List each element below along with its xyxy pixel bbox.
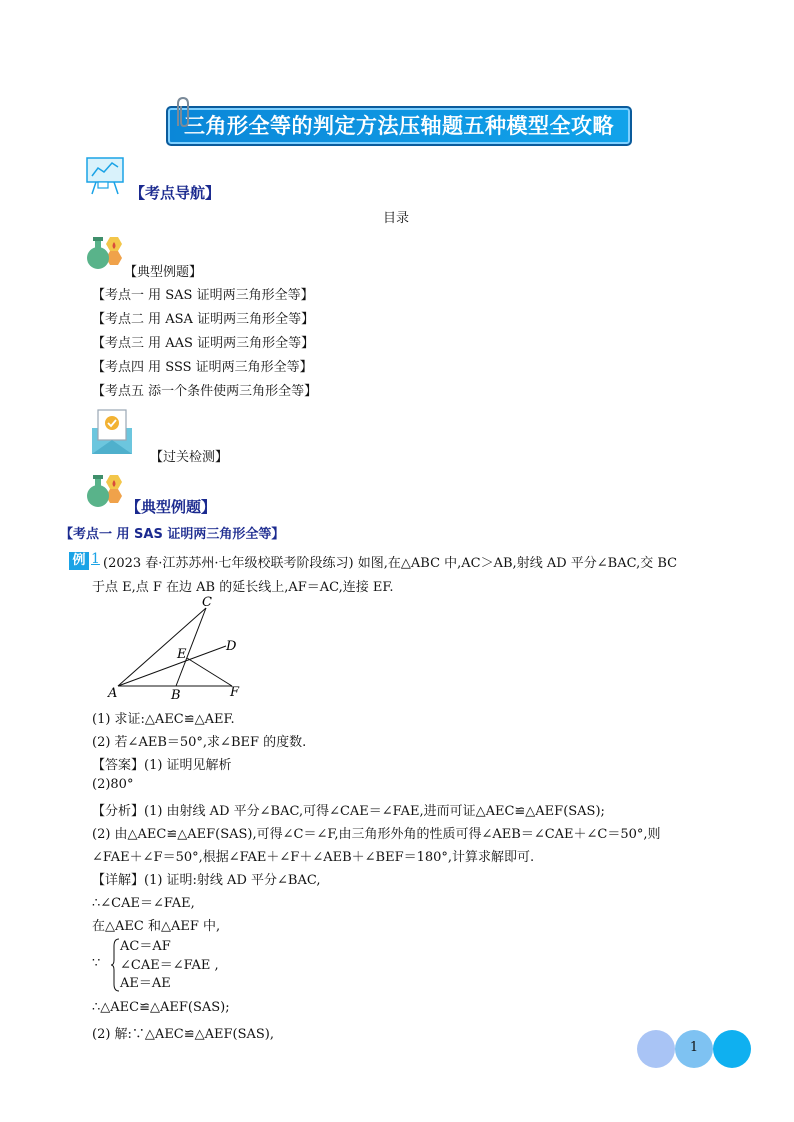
example-line2: 于点 E,点 F 在边 AB 的延长线上,AF＝AC,连接 EF. bbox=[92, 580, 394, 595]
question-1: (1) 求证:△AEC≌△AEF. bbox=[92, 712, 235, 727]
flask-icon bbox=[84, 234, 126, 272]
flask-icon bbox=[84, 472, 126, 510]
page-title: 三角形全等的判定方法压轴题五种模型全攻略 bbox=[184, 114, 614, 138]
detail-4: ∴△AEC≌△AEF(SAS); bbox=[92, 1000, 230, 1015]
detail-2: ∴∠CAE＝∠FAE, bbox=[92, 896, 195, 911]
toc-item-2[interactable]: 【考点二 用 ASA 证明两三角形全等】 bbox=[92, 312, 315, 327]
toc-item-4[interactable]: 【考点四 用 SSS 证明两三角形全等】 bbox=[92, 360, 313, 375]
toc-item-3[interactable]: 【考点三 用 AAS 证明两三角形全等】 bbox=[92, 336, 315, 351]
example-line1: (2023 春·江苏苏州·七年级校联考阶段练习) 如图,在△ABC 中,AC＞AB,射线 AD 平分∠BAC,交 BC bbox=[103, 556, 678, 571]
kp1-heading: 【考点一 用 SAS 证明两三角形全等】 bbox=[60, 527, 285, 542]
toc-item-5[interactable]: 【考点五 添一个条件使两三角形全等】 bbox=[92, 384, 318, 399]
brace-lines bbox=[120, 938, 219, 994]
whiteboard-icon bbox=[84, 154, 126, 196]
label-C: C bbox=[202, 595, 212, 610]
page-number: 1 bbox=[689, 1040, 699, 1055]
answer-2: (2)80° bbox=[92, 777, 134, 792]
brace-line-1: AC＝AF bbox=[120, 939, 171, 954]
example-badge: 例 bbox=[69, 552, 89, 570]
checklist-envelope-icon bbox=[88, 406, 136, 456]
detail-5: (2) 解:∵△AEC≌△AEF(SAS), bbox=[92, 1027, 275, 1042]
label-A: A bbox=[108, 686, 118, 701]
triangle-figure bbox=[104, 594, 264, 706]
analysis-2: (2) 由△AEC≌△AEF(SAS),可得∠C＝∠F,由三角形外角的性质可得∠AEB＝∠CAE＋∠C＝50°,则 bbox=[92, 827, 661, 842]
detail-1: 【详解】(1) 证明:射线 AD 平分∠BAC, bbox=[92, 873, 321, 888]
toc-check-label[interactable]: 【过关检测】 bbox=[150, 450, 229, 465]
brace-line-3: AE＝AE bbox=[120, 976, 171, 991]
brace-icon bbox=[110, 938, 120, 992]
nav-heading: 【考点导航】 bbox=[130, 184, 221, 202]
analysis-1: 【分析】(1) 由射线 AD 平分∠BAC,可得∠CAE＝∠FAE,进而可证△AEC≌△AEF(SAS); bbox=[92, 804, 605, 819]
analysis-3: ∠FAE＋∠F＝50°,根据∠FAE＋∠F＋∠AEB＋∠BEF＝180°,计算求解即可. bbox=[92, 850, 535, 865]
toc-typical-label: 【典型例题】 bbox=[124, 265, 203, 280]
page-number-badge bbox=[636, 1029, 754, 1073]
because-symbol: ∵ bbox=[92, 956, 101, 971]
toc-item-1[interactable]: 【考点一 用 SAS 证明两三角形全等】 bbox=[92, 288, 314, 303]
question-2: (2) 若∠AEB＝50°,求∠BEF 的度数. bbox=[92, 735, 307, 750]
toc-title: 目录 bbox=[383, 211, 410, 226]
paperclip-icon bbox=[172, 96, 194, 130]
label-F: F bbox=[230, 685, 240, 700]
section-heading: 【典型例题】 bbox=[126, 498, 217, 516]
label-D: D bbox=[226, 639, 237, 654]
label-E: E bbox=[177, 647, 187, 662]
label-B: B bbox=[171, 688, 181, 703]
brace-line-2: ∠CAE＝∠FAE , bbox=[120, 957, 219, 973]
answer-1: 【答案】(1) 证明见解析 bbox=[92, 758, 232, 773]
detail-3: 在△AEC 和△AEF 中, bbox=[92, 919, 221, 934]
example-number[interactable]: 1 bbox=[91, 551, 100, 567]
